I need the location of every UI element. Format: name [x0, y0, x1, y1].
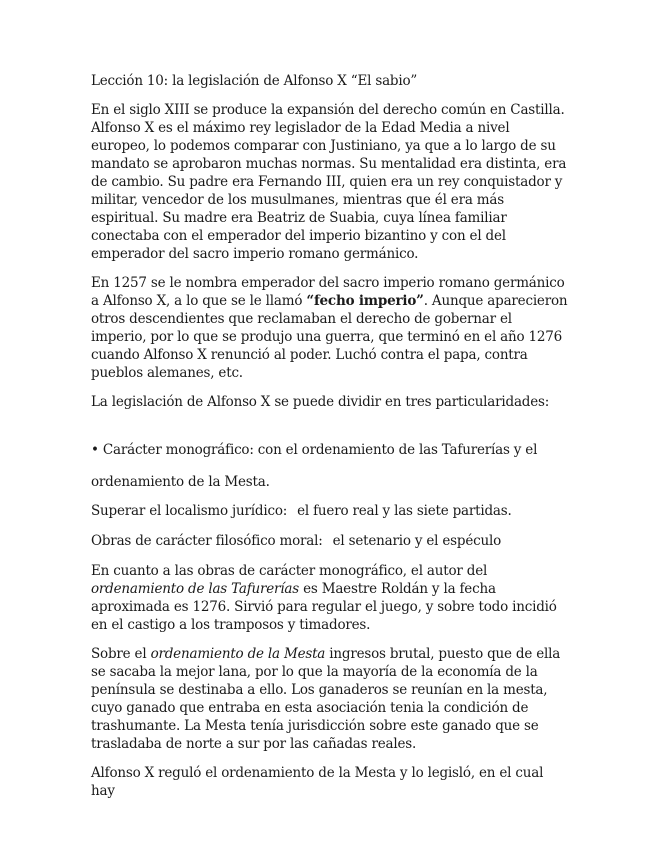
paragraph-5-start: Sobre el	[91, 646, 151, 662]
item-filosofico-label: Obras de carácter filosófico moral:	[91, 533, 323, 549]
paragraph-3: La legislación de Alfonso X se puede dividir en tres particularidades:	[91, 394, 550, 410]
blank-line	[91, 422, 571, 441]
paragraph-4-italic: ordenamiento de las Tafurerías	[91, 581, 299, 597]
bullet-text: con el ordenamiento de las Tafurerías y el	[253, 442, 538, 458]
paragraph-2-quote: “fecho imperio”	[306, 293, 424, 309]
bullet-continuation: ordenamiento de la Mesta.	[91, 474, 270, 490]
paragraph-2-end: . Aunque aparecieron otros descendientes que reclamaban el derecho de gobernar el imperio, por lo que se produjo una guerra, que terminó en el año 1276 cuando Alfonso X renunció al poder. Luchó contra el papa, contra pueblos alemanes, etc.	[91, 293, 568, 381]
item-localismo	[91, 502, 571, 520]
bullet-symbol: •	[91, 442, 99, 458]
bullet-label: Carácter monográfico:	[102, 442, 254, 458]
paragraph-1: En el siglo XIII se produce la expansión del derecho común en Castilla. Alfonso X es el máximo rey legislador de la Edad Media a nivel europeo, lo podemos comparar con Justiniano, ya que a lo largo de su mandato se aprobaron muchas normas. Su mentalidad era distinta, era de cambio. Su padre era Fernando III, quien era un rey conquistador y militar, vencedor de los musulmanes, mientras que él era más espiritual. Su madre era Beatriz de Suabia, cuya línea familiar conectaba con el emperador del imperio bizantino y con el del emperador del sacro imperio romano germánico.	[91, 102, 567, 262]
document-page	[91, 72, 571, 811]
paragraph-5-end: ingresos brutal, puesto que de ella se sacaba la mejor lana, por lo que la mayoría de la economía de la península se destinaba a ello. Los ganaderos se reunían en la mesta, cuyo ganado que entraba en esta asociación tenia la condición de trashumante. La Mesta tenía jurisdicción sobre este ganado que se trasladaba de norte a sur por las cañadas reales.	[91, 646, 561, 752]
paragraph-6: Alfonso X reguló el ordenamiento de la Mesta y lo legisló, en el cual hay	[91, 765, 544, 799]
paragraph-5	[91, 645, 571, 753]
paragraph-5-italic: ordenamiento de la Mesta	[150, 646, 326, 662]
paragraph-2-start: En 1257 se le nombra emperador del sacro imperio romano germánico a Alfonso X, a lo que se le llamó	[91, 275, 565, 309]
paragraph-4-end: es Maestre Roldán y la fecha aproximada es 1276. Sirvió para regular el juego, y sobre todo incidió en el castigo a los tramposos y timadores.	[91, 581, 557, 633]
item-filosofico	[91, 532, 571, 550]
paragraph-2	[91, 274, 571, 382]
item-filosofico-text: el setenario y el espéculo	[332, 533, 502, 549]
document-title: Lección 10: la legislación de Alfonso X “El sabio”	[91, 73, 418, 89]
paragraph-4-start: En cuanto a las obras de carácter monográfico, el autor del	[91, 563, 488, 579]
item-localismo-text: el fuero real y las siete partidas.	[297, 503, 512, 519]
paragraph-4	[91, 562, 571, 634]
item-localismo-label: Superar el localismo jurídico:	[91, 503, 288, 519]
bullet-item-monografico	[91, 441, 571, 459]
